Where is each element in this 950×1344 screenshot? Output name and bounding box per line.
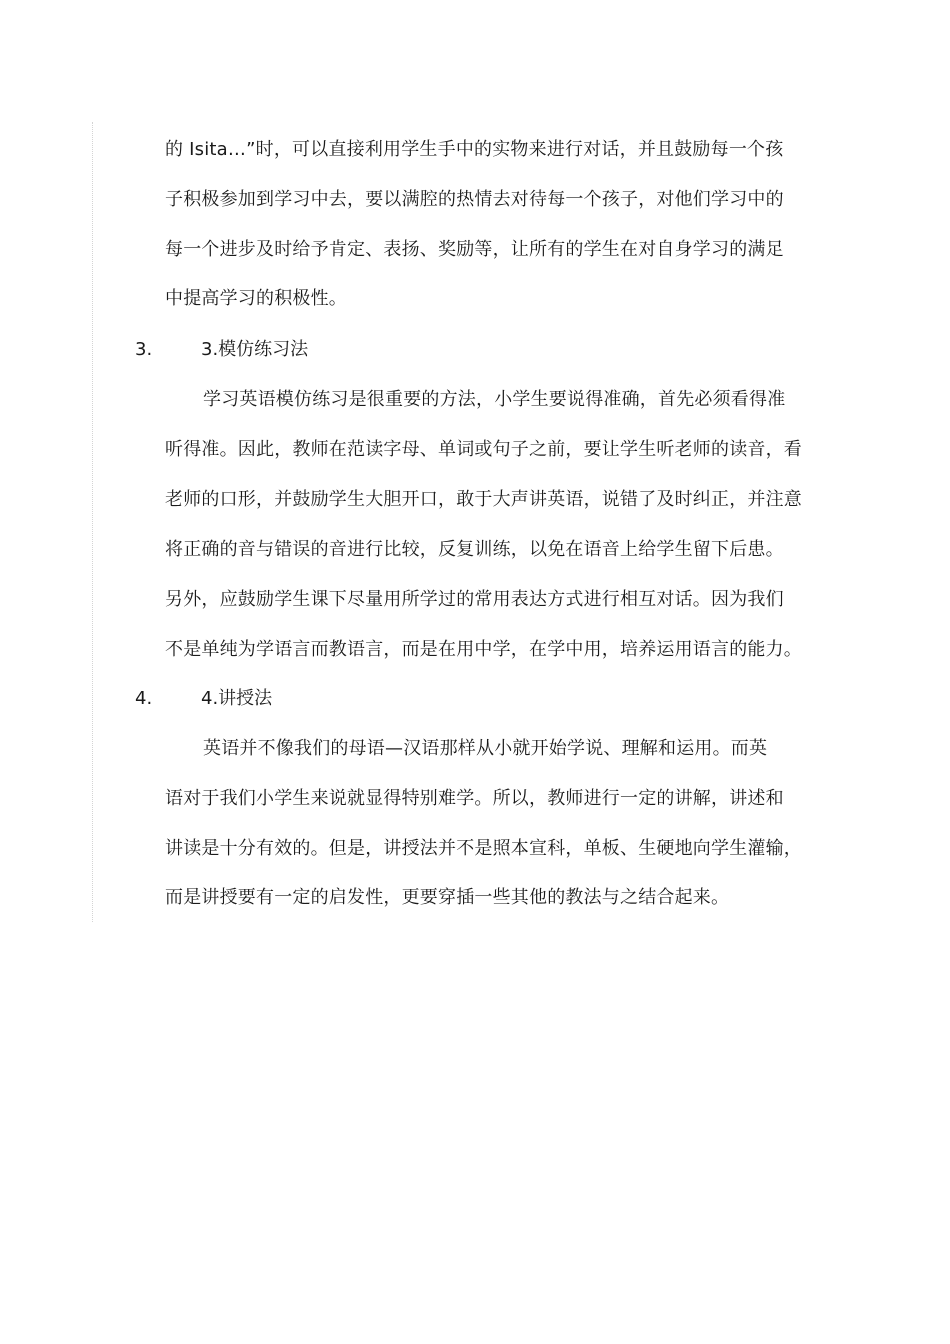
text-line: 语对于我们小学生来说就显得特别难学。所以，教师进行一定的讲解，讲述和 (165, 788, 784, 809)
text-line: 子积极参加到学习中去，要以满腔的热情去对待每一个孩子，对他们学习中的 (165, 189, 784, 210)
text-line: 将正确的音与错误的音进行比较，反复训练，以免在语音上给学生留下后患。 (165, 539, 784, 560)
text-line: 而是讲授要有一定的启发性，更要穿插一些其他的教法与之结合起来。 (165, 887, 730, 908)
text-line: 英语并不像我们的母语—汉语那样从小就开始学说、理解和运用。而英 (203, 738, 768, 759)
text-line: 讲读是十分有效的。但是，讲授法并不是照本宣科，单板、生硬地向学生灌输， (165, 838, 802, 859)
text-line: 听得准。因此，教师在范读字母、单词或句子之前，要让学生听老师的读音，看 (165, 439, 802, 460)
text-line: 中提高学习的积极性。 (165, 288, 347, 309)
text-line: 另外，应鼓励学生课下尽量用所学过的常用表达方式进行相互对话。因为我们 (165, 589, 784, 610)
section-heading: 4.讲授法 (201, 688, 273, 709)
text-line: 学习英语模仿练习是很重要的方法，小学生要说得准确，首先必须看得准 (203, 389, 786, 410)
margin-rule (92, 122, 93, 922)
section-heading: 3.模仿练习法 (201, 339, 309, 360)
list-number: 4. (135, 688, 153, 709)
text-line: 每一个进步及时给予肯定、表扬、奖励等，让所有的学生在对自身学习的满足 (165, 239, 784, 260)
list-number: 3. (135, 339, 153, 360)
text-line: 的 Isita…”时，可以直接利用学生手中的实物来进行对话，并且鼓励每一个孩 (165, 139, 784, 160)
text-line: 不是单纯为学语言而教语言，而是在用中学，在学中用，培养运用语言的能力。 (165, 639, 802, 660)
text-line: 老师的口形，并鼓励学生大胆开口，敢于大声讲英语，说错了及时纠正，并注意 (165, 489, 802, 510)
